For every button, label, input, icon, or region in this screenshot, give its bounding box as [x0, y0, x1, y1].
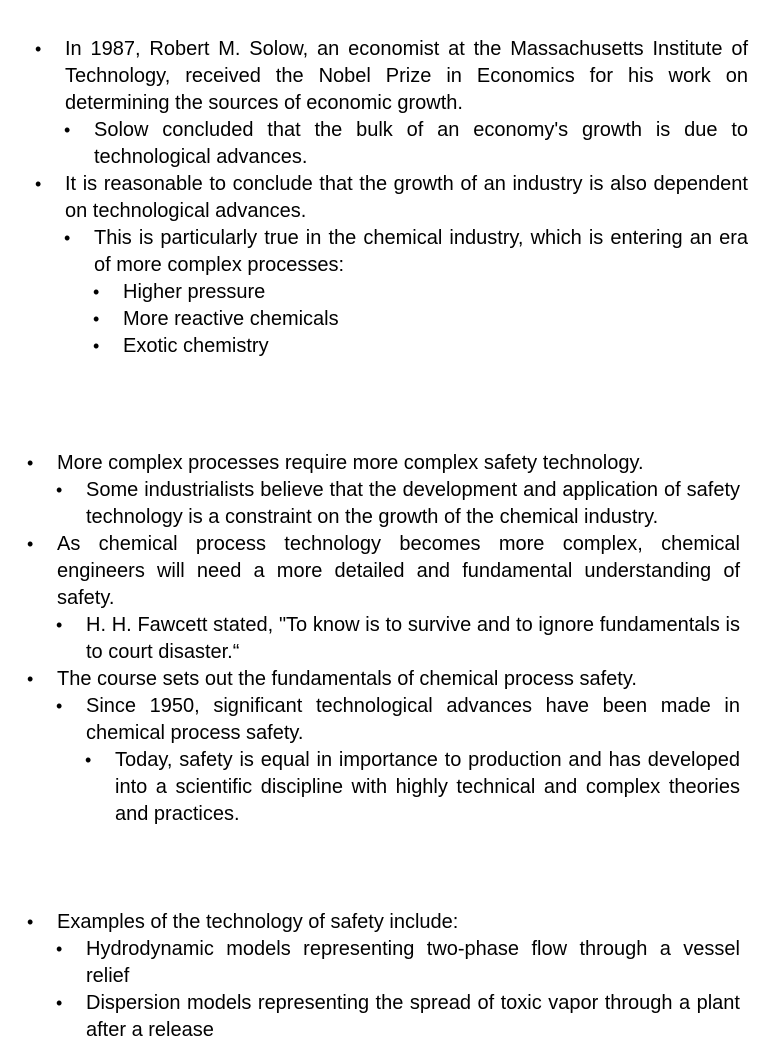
- bullet-list-safety-examples: [20, 909, 740, 1044]
- bullet-text: • Exotic chemistry: [123, 335, 269, 357]
- bullet-text: • H. H. Fawcett stated, "To know is to survive and to ignore fundamentals is to court disaster.“: [86, 614, 740, 663]
- bullet-text: • It is reasonable to conclude that the growth of an industry is also dependent on technological advances.: [65, 173, 748, 222]
- bullet-text: • Today, safety is equal in importance to production and has developed into a scientific discipline with highly technical and complex theories and practices.: [115, 749, 740, 825]
- bullet-text: • The course sets out the fundamentals of chemical process safety.: [57, 668, 637, 690]
- sub-bullet-item: [20, 990, 740, 1044]
- bullet-item: [20, 666, 740, 693]
- bullet-text: • More complex processes require more complex safety technology.: [57, 452, 644, 474]
- bullet-text: • Some industrialists believe that the development and application of safety technology is a constraint on the growth of the chemical industry.: [86, 479, 740, 528]
- bullet-item: [28, 171, 748, 225]
- bullet-item: [28, 36, 748, 117]
- bullet-text: • Examples of the technology of safety include:: [57, 911, 459, 933]
- bullet-text: • Higher pressure: [123, 281, 266, 303]
- bullet-text: • In 1987, Robert M. Solow, an economist at the Massachusetts Institute of Technology, received the Nobel Prize in Economics for his work on determining the sources of economic growth.: [65, 38, 748, 114]
- bullet-text: • Hydrodynamic models representing two-phase flow through a vessel relief: [86, 938, 740, 987]
- bullet-text: • This is particularly true in the chemical industry, which is entering an era of more complex processes:: [94, 227, 748, 276]
- sub-bullet-item: [20, 936, 740, 990]
- sub-sub-bullet-item: [28, 306, 748, 333]
- bullet-text: • Dispersion models representing the spread of toxic vapor through a plant after a release: [86, 992, 740, 1041]
- sub-sub-bullet-item: [20, 747, 740, 828]
- sub-bullet-item: [28, 117, 748, 171]
- sub-bullet-item: [28, 225, 748, 279]
- sub-bullet-item: [20, 477, 740, 531]
- bullet-text: • Solow concluded that the bulk of an economy's growth is due to technological advances.: [94, 119, 748, 168]
- bullet-list-economic-growth: [28, 36, 748, 360]
- sub-bullet-item: [20, 612, 740, 666]
- bullet-text: • Since 1950, significant technological advances have been made in chemical process safety.: [86, 695, 740, 744]
- bullet-item: [20, 531, 740, 612]
- bullet-list-safety-technology: [20, 450, 740, 828]
- bullet-item: [20, 450, 740, 477]
- sub-sub-bullet-item: [28, 333, 748, 360]
- bullet-item: [20, 909, 740, 936]
- sub-bullet-item: [20, 693, 740, 747]
- bullet-text: • As chemical process technology becomes more complex, chemical engineers will need a more detailed and fundamental understanding of safety.: [57, 533, 740, 609]
- sub-sub-bullet-item: [28, 279, 748, 306]
- bullet-text: • More reactive chemicals: [123, 308, 339, 330]
